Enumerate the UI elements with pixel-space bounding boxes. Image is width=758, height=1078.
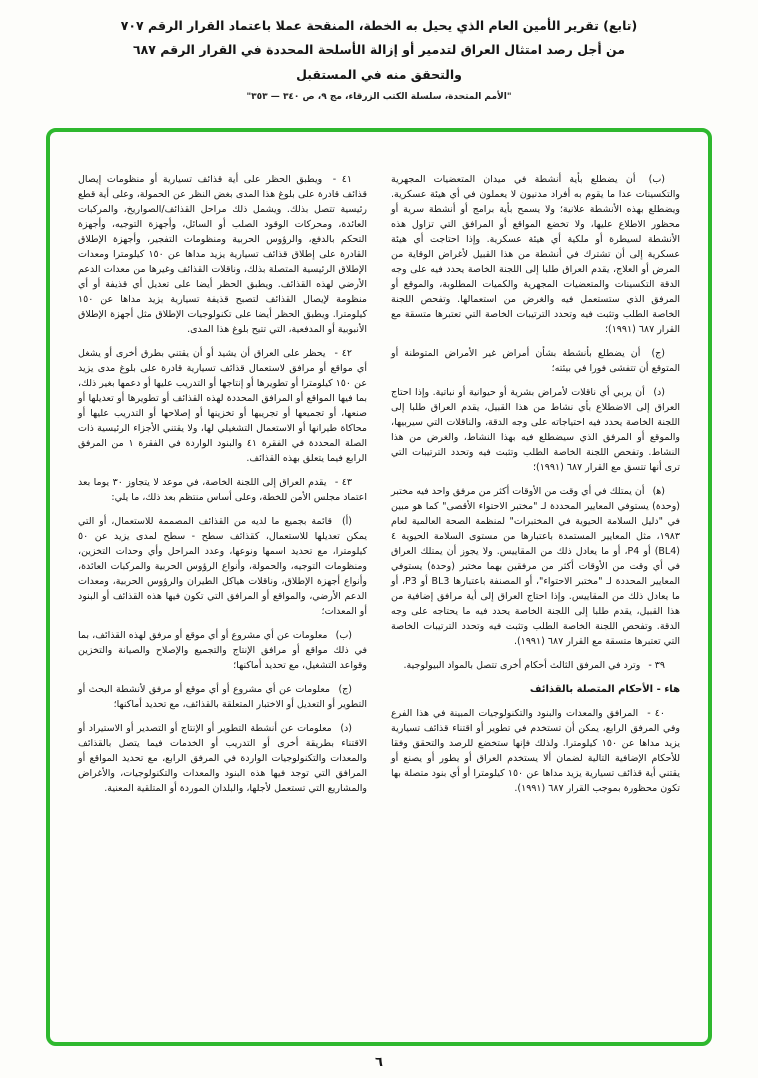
paragraph-text: المرافق والمعدات والبنود والتكنولوجيات المبينة في هذا الفرع وفي المرفق الرابع، يمكن أن تستخدم في تطوير أو اقتناء قذائف تسيارية يزيد مداها عن ١٥٠ كيلومترا. ولذلك فإنها ستخضع للرصد والتحقق وفقا للأحكام الإضافية التالية لضمان ألا يستخدم العراق أو يطور أو يصنع أو يقتني أية قذائف تسيارية يزيد مداها عن ١٥٠ كيلومترا أو أي بنود متصلة بها تكون محظورة بموجب القرار ٦٨٧ (١٩٩١). (391, 708, 680, 794)
paragraph-text: معلومات عن أنشطة التطوير أو الإنتاج أو التصدير أو الاستيراد أو الاقتناء بطريقة أخرى أو التدريب أو الخدمات فيما يتصل بالقذائف والمعدات والتكنولوجيات الواردة في المرفق الرابع، مع تحديد المواقع أو المرافق التي توجد فيها هذه البنود والمعدات والتكنولوجيات، والأغراض والمشاريع التي تستعمل لأجلها، والبلدان الموردة أو المتلقية المعنية. (78, 723, 367, 794)
header-line-2: من أجل رصد امتثال العراق لتدمير أو إزالة الأسلحة المحددة في القرار الرقم ٦٨٧ (132, 42, 625, 58)
paragraph-h (391, 484, 680, 649)
paragraph-marker: (ج) (338, 684, 352, 695)
paragraph-marker: (ب) (335, 630, 352, 641)
paragraph-text: وترد في المرفق الثالث أحكام أخرى تتصل بالمواد البيولوجية. (403, 660, 641, 671)
paragraph-marker: ٤٢ - (334, 348, 352, 359)
paragraph-text: يقدم العراق إلى اللجنة الخاصة، في موعد لا يتجاوز ٣٠ يوما بعد اعتماد مجلس الأمن للخطة، وعلى أساس منتظم بعد ذلك، ما يلي: (78, 477, 367, 503)
paragraph-marker: ٤١ - (332, 174, 352, 185)
paragraph-marker: (ج) (651, 348, 665, 359)
header-line-3: والتحقق منه في المستقبل (296, 66, 462, 82)
header-line-1: (تابع) تقرير الأمين العام الذي يحيل به الخطة، المنقحة عملا باعتماد القرار الرقم ٧٠٧ (120, 18, 638, 33)
paragraph-text: ويطبق الحظر على أية قذائف تسيارية أو منظومات إيصال قذائف قادرة على بلوغ هذا المدى بغض النظر عن الحمولة، وعلى أية قطع رئيسية تتصل بذلك. ويشمل ذلك مراحل القذائف/الصواريخ، والمركبات العائدة، ومحركات الوقود الصلب أو السائل، وأجهزة التوجيه، وأجهزة التحكم بالدفع، والرؤوس الحربية ومنظومات التفجير، وأجهزة الإطلاق القادرة على إطلاق قذائف تسيارية يزيد مداها عن ١٥٠ كيلومترا ومعدات الإطلاق الرئيسية المتصلة بذلك، وناقلات القذائف وغيرها من معدات الدعم الأرضي لهذه القذائف. ويطبق الحظر أيضا على تعديل أي قذيفة أو أي منظومة لإيصال القذائف لتصبح قذيفة تسيارية يزيد مداها عن ١٥٠ كيلومترا. ويطبق الحظر أيضا على تكنولوجيات الإطلاق مثل أجهزة الإطلاق الأنبوبية أو المدفعية، التي تتيح بلوغ هذا المدى. (78, 174, 367, 335)
paragraph-39 (391, 658, 680, 673)
paragraph-text: أن يمتلك في أي وقت من الأوقات أكثر من مرفق واحد فيه مختبر (وحدة) يستوفي المعايير المحددة لـ "مختبر الاحتواء الأقصى" كما هو مبين في "دليل السلامة الحيوية في المختبرات" لمنظمة الصحة العالمية لعام ١٩٨٣، مثل المعايير المستمدة باعتبارها من مستوى السلامة الحيوية ٤ (BL4) أو P4، أو ما يعادل ذلك من المقاييس. ولا يجوز أن يمتلك العراق في أي وقت من الأوقات أكثر من مرفقين بهما مختبر (وحدة) يستوفي المعايير المحددة لـ "مختبر الاحتواء"، أو المصنفة باعتبارها BL3 أو P3، أو ما يعادل ذلك من المقاييس. وإذا احتاج العراق إلى أية مرافق إضافية من هذا القبيل، يقدم طلبا إلى اللجنة الخاصة يحدد فيه ما يحتاجه على وجه الدقة. وتفحص اللجنة الخاصة الطلب وتثبت فيه وتحدد الترتيبات الخاصة التي تعتبرها متسقة مع القرار ٦٨٧ (١٩٩١). (391, 486, 680, 647)
document-header (0, 0, 758, 102)
paragraph-40 (391, 706, 680, 796)
subparagraph-d (78, 721, 367, 796)
paragraph-marker: ٤٣ - (334, 477, 352, 488)
subparagraph-a (78, 514, 367, 619)
header-source-citation: "الأمم المتحدة، سلسلة الكتب الزرقاء، مج ٩، ص ٣٤٠ — ٣٥٣" (246, 92, 512, 103)
paragraph-text: معلومات عن أي مشروع أو أي موقع أو مرفق لأنشطة البحث أو التطوير أو التعديل أو الاختبار المتعلقة بالقذائف، مع تحديد أماكنها؛ (78, 684, 367, 710)
paragraph-text: أن يضطلع بأنشطة بشأن أمراض غير الأمراض المتوطنة أو المتوقع أن تتفشى فورا في بيئته؛ (391, 348, 680, 374)
paragraph-text: قائمة بجميع ما لديه من القذائف المصممة للاستعمال، أو التي يمكن تعديلها للاستعمال، كقذائف سطح - سطح لمدى يزيد عن ٥٠ كيلومترا، مع تحديد اسمها ونوعها، وعدد المراحل وأي وحدات التخزين، ومنظومات التوجيه، والحمولة، وأنواع الرؤوس الحربية والمركبات العائدة، وأنواع أجهزة الإطلاق، وناقلات هياكل الطيران والرؤوس الحربية، ومعدات الدعم الأرضي، والمواقع أو المرافق التي تكون فيها هذه القذائف أو البنود أو المعدات؛ (78, 516, 367, 617)
section-heading-e: هاء - الأحكام المتصلة بالقذائف (529, 684, 680, 695)
paragraph-text: أن يربي أي ناقلات لأمراض بشرية أو حيوانية أو نباتية. وإذا احتاج العراق إلى الاضطلاع بأي نشاط من هذا القبيل، يقدم العراق طلبا إلى اللجنة الخاصة يحدد فيه احتياجاته على وجه الدقة، والناقلات التي سيربيها، والموقع أو المرفق الذي سيضطلع فيه بهذا النشاط، والغرض من هذا النشاط. وتفحص اللجنة الخاصة الطلب وتثبت فيه وتحدد الترتيبات التي ترى أنها تتسق مع القرار ٦٨٧ (١٩٩١)؛ (391, 387, 680, 473)
paragraph-42 (78, 346, 367, 466)
right-column (391, 172, 680, 805)
paragraph-marker: (د) (340, 723, 352, 734)
paragraph-marker: (د) (653, 387, 665, 398)
paragraph-b (391, 172, 680, 337)
two-column-layout (78, 172, 680, 805)
content-border-box (46, 128, 712, 1046)
paragraph-text: يحظر على العراق أن يشيد أو أن يقتني بطرق أخرى أو يشغل أي مواقع أو مرافق لاستعمال قذائف تسيارية قادرة على بلوغ مدى يزيد عن ١٥٠ كيلومترا أو تطويرها أو إنتاجها أو التدريب عليها أو دعمها بغير ذلك، بما فيها المواقع أو المرافق المحددة لهذه القذائف أو تطويرها أو تعديلها أو صنعها، أو تجميعها أو تجريبها أو تخزينها أو إصلاحها أو التدريب عليها أو محاكاة طيرانها أو الاستعمال التشغيلي لها، ولا يقتني الأجزاء الرئيسية ذات الصلة المحددة في الفقرة ٤١ والبنود الواردة في الفقرة ١ من المرفق الرابع فيما يتعلق بهذه القذائف. (78, 348, 367, 464)
subparagraph-b (78, 628, 367, 673)
paragraph-d (391, 385, 680, 475)
left-column (78, 172, 367, 805)
paragraph-marker: ٤٠ - (647, 708, 665, 719)
paragraph-marker: (ﻫ) (652, 486, 665, 497)
paragraph-43 (78, 475, 367, 505)
paragraph-j (391, 346, 680, 376)
paragraph-marker: (أ) (341, 516, 352, 527)
paragraph-41 (78, 172, 367, 337)
page-number: ٦ (375, 1055, 383, 1070)
paragraph-text: معلومات عن أي مشروع أو أي موقع أو مرفق لهذه القذائف، بما في ذلك مواقع أو مرافق الإنتاج والتجميع والإصلاح والصيانة والتخزين وقواعد التشغيل، مع تحديد أماكنها؛ (78, 630, 367, 671)
subparagraph-j (78, 682, 367, 712)
paragraph-text: أن يضطلع بأية أنشطة في ميدان المتعضيات المجهرية والتكسينات عدا ما يقوم به أفراد مدنيون لا يعملون في أي هيئة عسكرية. ويضطلع بهذه الأنشطة علانية؛ ولا يسمح بأية برامج أو أنشطة سرية أو محظور الاطلاع عليها، ولا تخضع المواقع أو المرافق التي تزاول هذه الأنشطة لسيطرة أو ملكية أي هيئة عسكرية. وإذا احتاجت أي هيئة عسكرية إلى أن تشترك في أنشطة من هذا القبيل لأغراض الوقاية من المرض أو العلاج، يقدم العراق طلبا إلى اللجنة الخاصة يحدد فيه على وجه الدقة التكسينات والمتعضيات المجهرية والكميات المطلوبة، والموقع أو المرفق الذي ستستعمل فيه والغرض من استعمالها. وتفحص اللجنة الخاصة الطلب وتثبت فيه وتحدد الترتيبات الخاصة التي تعتبرها متسقة مع القرار ٦٨٧ (١٩٩١)؛ (391, 174, 680, 335)
paragraph-marker: (ب) (648, 174, 665, 185)
paragraph-marker: ٣٩ - (648, 660, 665, 671)
